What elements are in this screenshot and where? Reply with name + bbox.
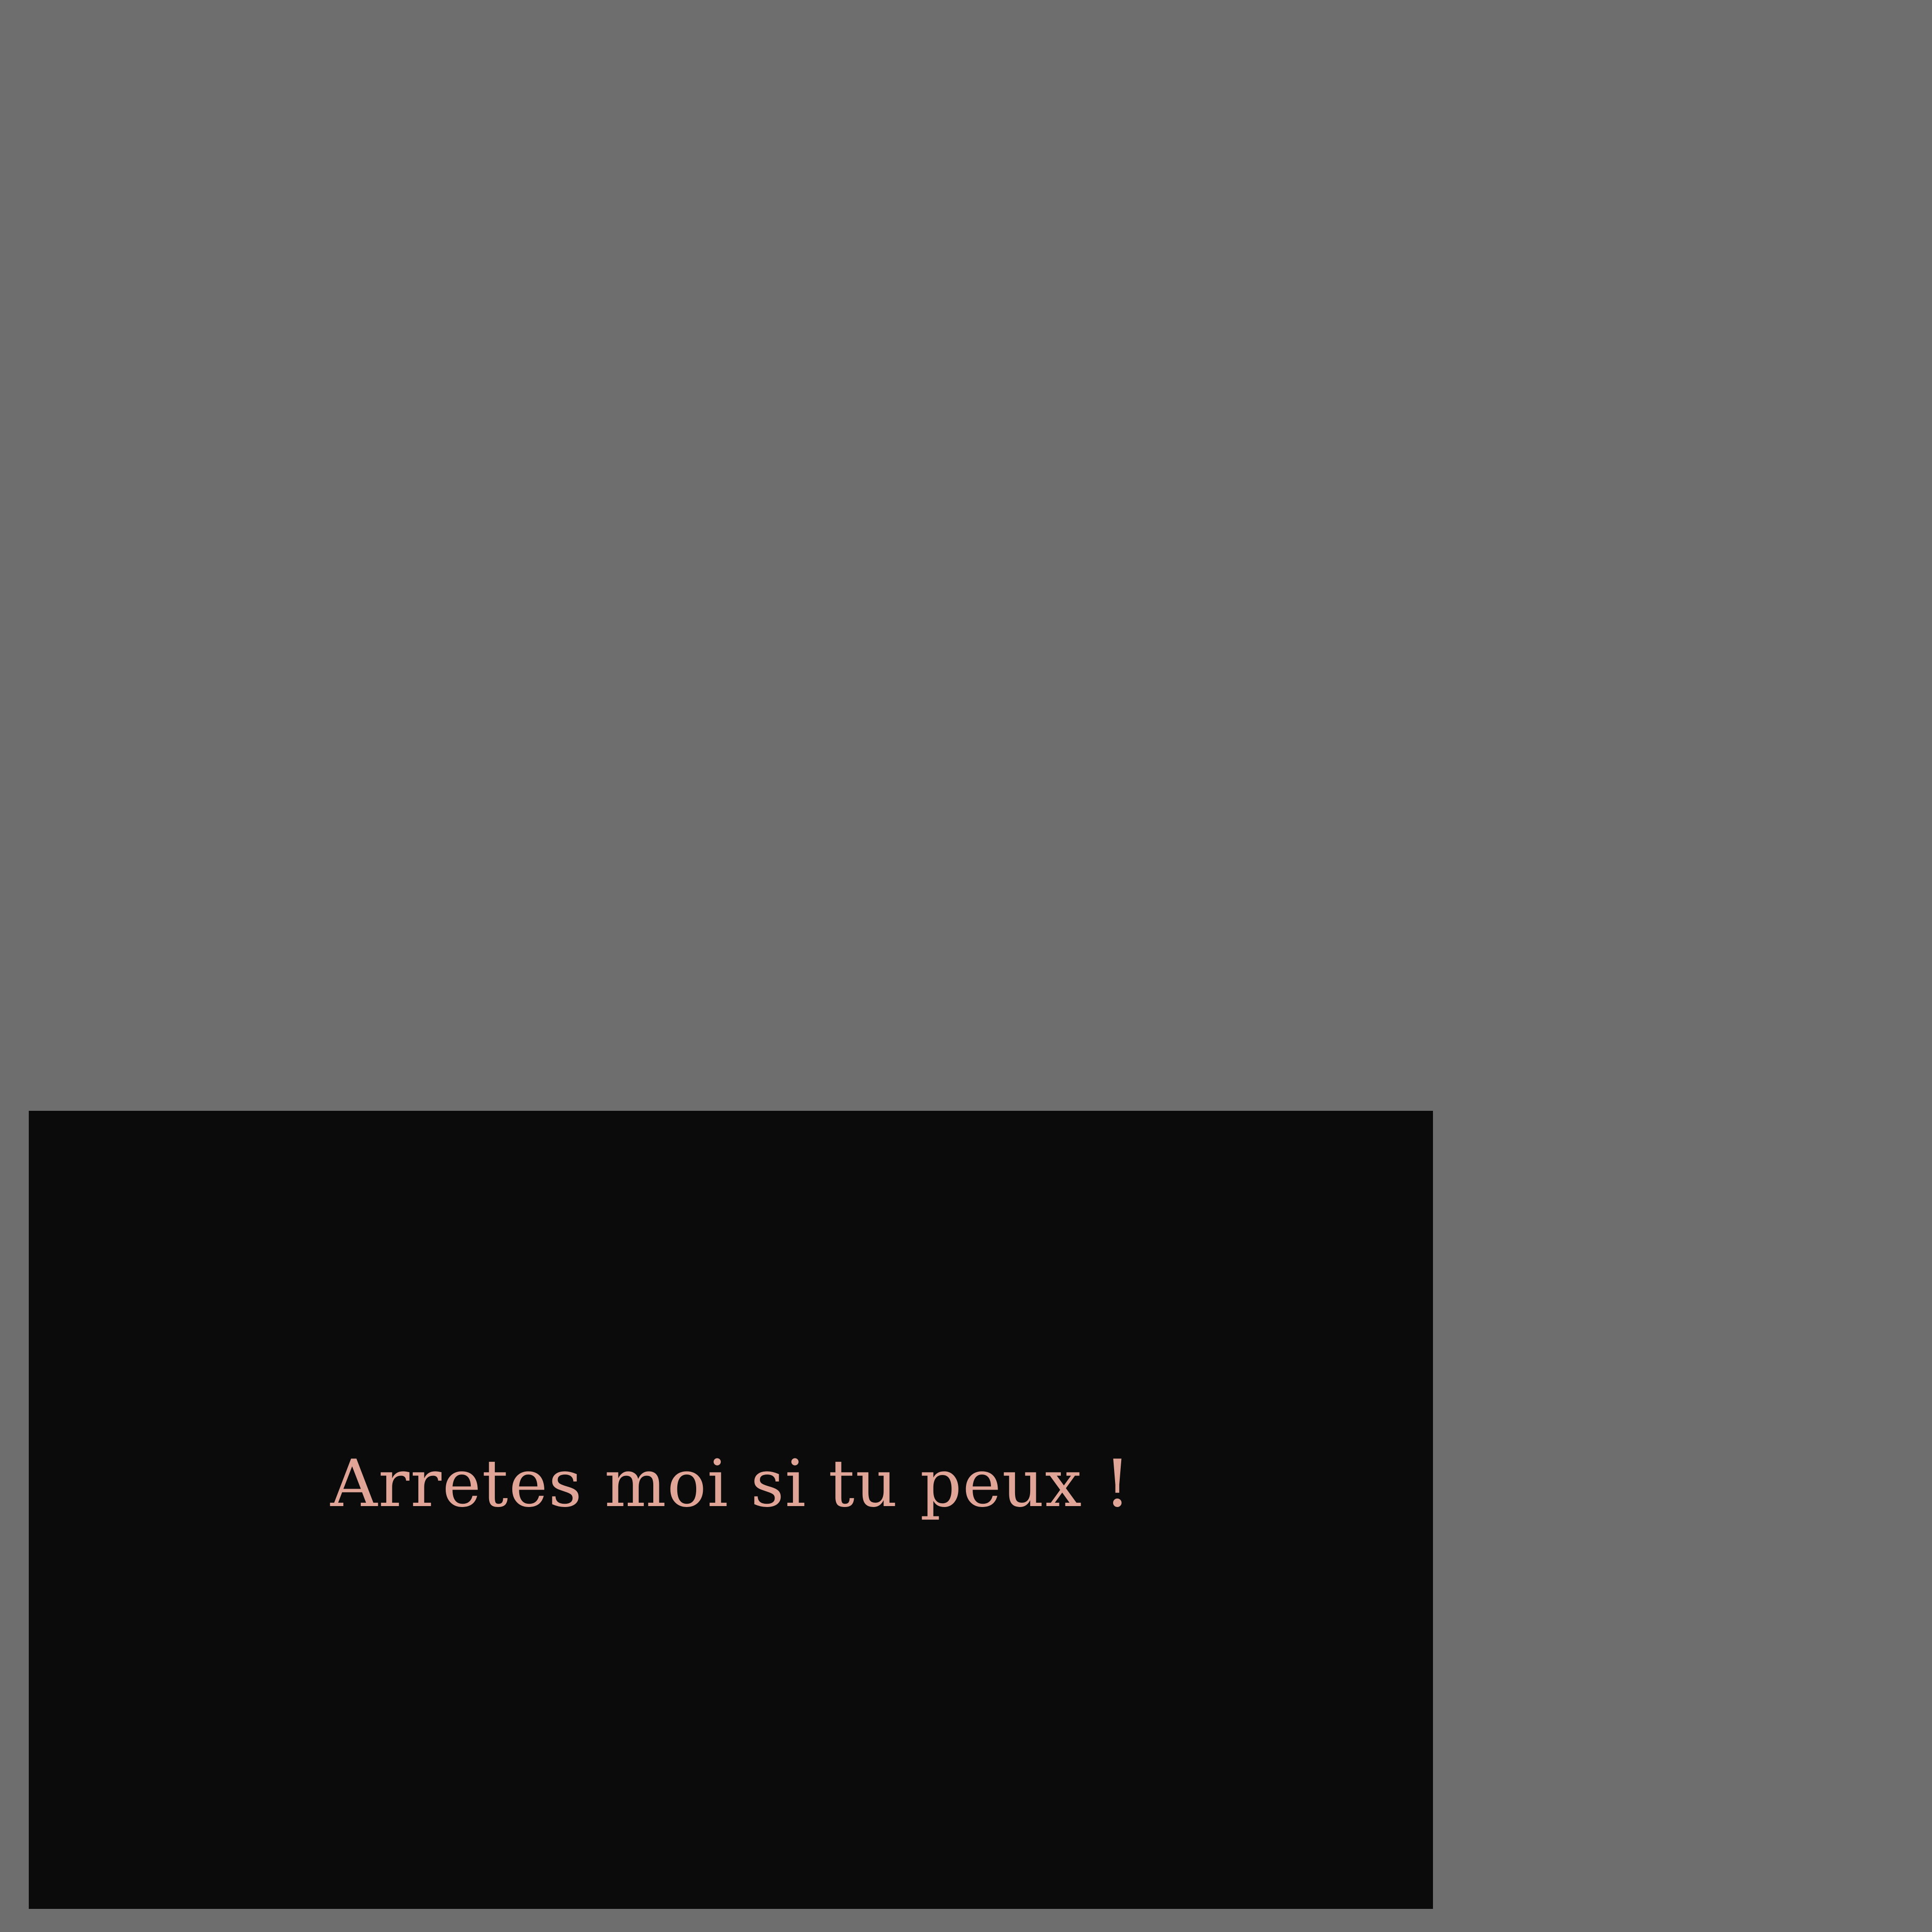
video-frame (29, 1111, 1433, 1909)
caption-text: Arretes moi si tu peux ! (330, 1446, 1132, 1522)
